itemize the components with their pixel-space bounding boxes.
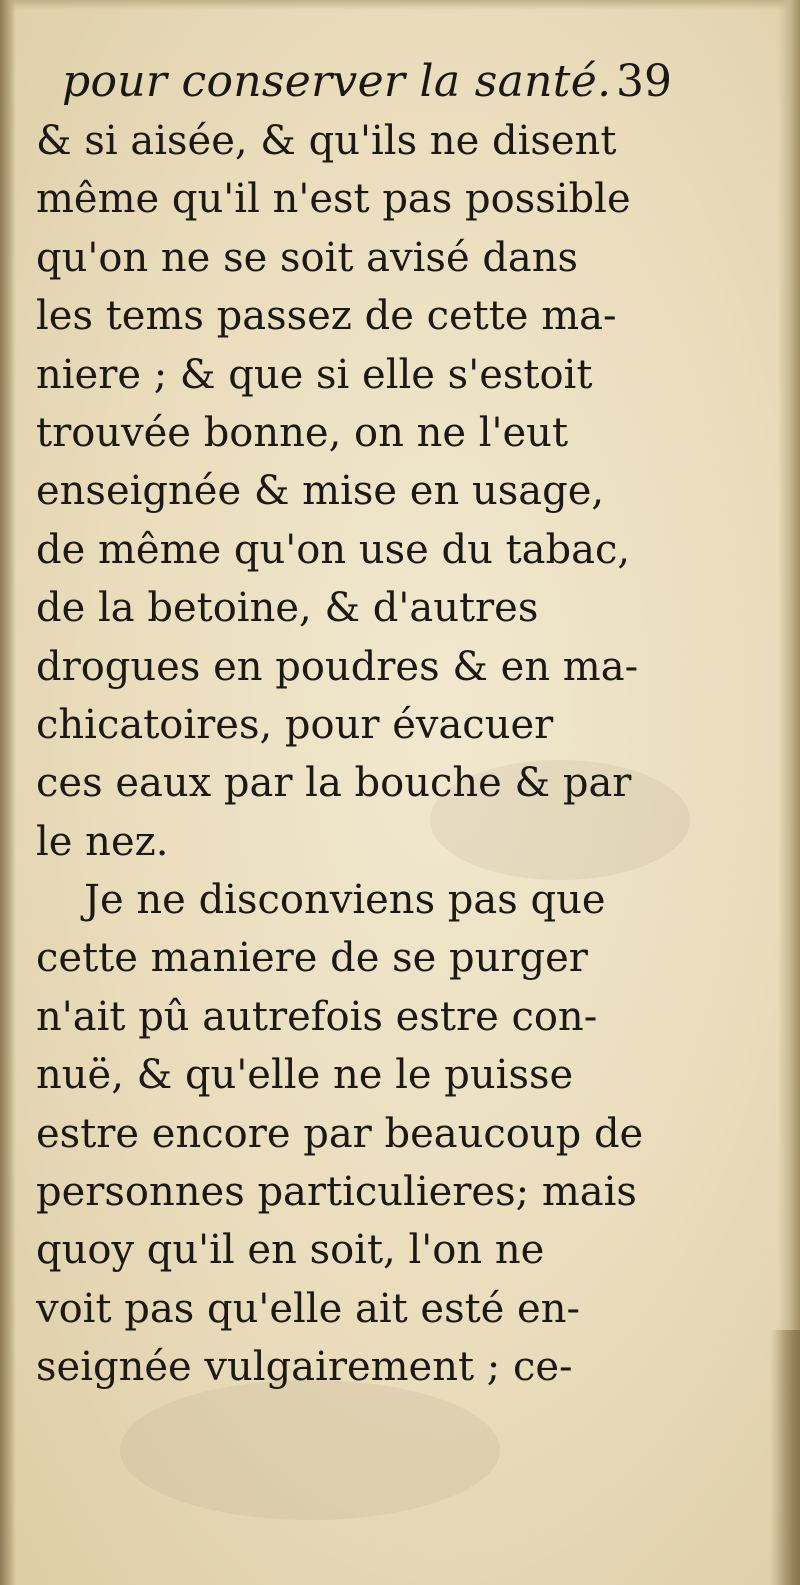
text-line: personnes particulieres; mais xyxy=(36,1169,637,1216)
text-line: le nez. xyxy=(36,818,169,865)
text-line: ces eaux par la bouche & par xyxy=(36,760,632,807)
text-line: seignée vulgairement ; ce- xyxy=(36,1344,573,1391)
text-line: n'ait pû autrefois estre con- xyxy=(36,993,598,1040)
paper-stain xyxy=(120,1380,500,1520)
running-header xyxy=(62,52,672,116)
text-line: drogues en poudres & en ma- xyxy=(36,643,639,690)
text-line: chicatoires, pour évacuer xyxy=(36,701,554,748)
text-line: trouvée bonne, on ne l'eut xyxy=(36,409,569,456)
page-number: 39 xyxy=(616,56,672,107)
text-line: les tems passez de cette ma- xyxy=(36,293,617,340)
text-line: qu'on ne se soit avisé dans xyxy=(36,234,579,281)
text-line: voit pas qu'elle ait esté en- xyxy=(36,1285,581,1332)
text-line: de la betoine, & d'autres xyxy=(36,585,539,632)
running-title: pour conserver la santé. xyxy=(62,56,612,107)
page-edge-shadow xyxy=(770,1330,800,1585)
text-line: même qu'il n'est pas possible xyxy=(36,176,631,223)
text-line: estre encore par beaucoup de xyxy=(36,1110,644,1157)
text-line: niere ; & que si elle s'estoit xyxy=(36,351,593,398)
page-top-edge xyxy=(0,0,800,10)
text-line: de même qu'on use du tabac, xyxy=(36,526,631,573)
text-line: nuë, & qu'elle ne le puisse xyxy=(36,1052,574,1099)
text-line: cette maniere de se purger xyxy=(36,935,588,982)
body-text xyxy=(36,112,676,1397)
text-line: enseignée & mise en usage, xyxy=(36,468,605,515)
binding-gutter xyxy=(0,0,16,1585)
paragraph-first-line: Je ne disconviens pas que xyxy=(84,877,606,924)
text-line: & si aisée, & qu'ils ne disent xyxy=(36,118,617,164)
text-line: quoy qu'il en soit, l'on ne xyxy=(36,1227,545,1274)
